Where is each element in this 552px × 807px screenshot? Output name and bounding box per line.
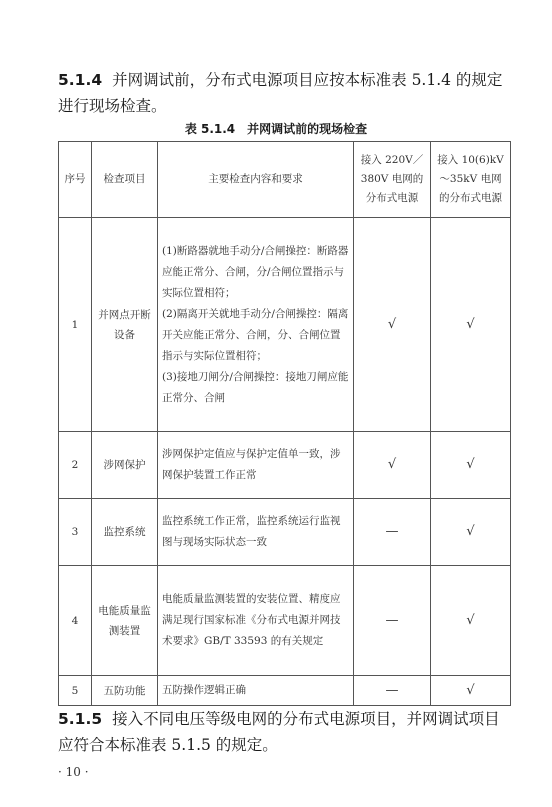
row-220v-380v-mark: √ (354, 218, 431, 432)
row-item: 电能质量监测装置 (92, 566, 158, 676)
clause-number: 5.1.4 (58, 71, 103, 89)
row-number: 3 (59, 499, 92, 566)
requirement-line: 电能质量监测装置的安装位置、精度应满足现行国家标准《分布式电源并网技术要求》GB/T 33593 的有关规定 (162, 593, 341, 647)
clause-5-1-5 (58, 706, 510, 758)
table-row (59, 499, 511, 566)
row-10kv-35kv-mark: √ (431, 499, 511, 566)
row-number: 4 (59, 566, 92, 676)
clause-text: 接入不同电压等级电网的分布式电源项目，并网调试项目应符合本标准表 5.1.5 的规定。 (58, 710, 500, 754)
table-caption-label: 表 5.1.4 (184, 122, 236, 136)
requirement-line: 涉网保护定值应与保护定值单一致，涉网保护装置工作正常 (162, 448, 341, 481)
inspection-table (58, 141, 511, 706)
table-caption-title: 并网调试前的现场检查 (247, 122, 368, 136)
row-10kv-35kv-mark: √ (431, 432, 511, 499)
row-requirements (158, 432, 354, 499)
requirement-line: (2)隔离开关就地手动分/合闸操控：隔离开关应能正常分、合闸，分、合闸位置指示与实际位置相符； (162, 307, 349, 362)
page-number: · 10 · (58, 765, 89, 779)
requirement-line: (3)接地刀闸分/合闸操控：接地刀闸应能正常分、合闸 (162, 370, 349, 404)
row-number: 1 (59, 218, 92, 432)
row-number: 2 (59, 432, 92, 499)
row-220v-380v-mark: — (354, 676, 431, 706)
row-220v-380v-mark: — (354, 499, 431, 566)
row-220v-380v-mark: — (354, 566, 431, 676)
header-no: 序号 (59, 142, 92, 218)
header-requirements: 主要检查内容和要求 (158, 142, 354, 218)
clause-number: 5.1.5 (58, 710, 103, 728)
header-10kv-35kv: 接入 10(6)kV～35kV 电网的分布式电源 (431, 142, 511, 218)
row-item: 并网点开断设备 (92, 218, 158, 432)
header-220v-380v: 接入 220V／380V 电网的分布式电源 (354, 142, 431, 218)
table-caption (0, 120, 552, 137)
table-header-row (59, 142, 511, 218)
row-requirements (158, 676, 354, 706)
row-requirements (158, 218, 354, 432)
row-requirements (158, 499, 354, 566)
clause-text: 并网调试前，分布式电源项目应按本标准表 5.1.4 的规定进行现场检查。 (58, 71, 503, 115)
row-10kv-35kv-mark: √ (431, 676, 511, 706)
row-220v-380v-mark: √ (354, 432, 431, 499)
clause-5-1-4 (58, 67, 510, 119)
row-10kv-35kv-mark: √ (431, 566, 511, 676)
requirement-line: 监控系统工作正常，监控系统运行监视图与现场实际状态一致 (162, 515, 341, 548)
row-number: 5 (59, 676, 92, 706)
table-row (59, 676, 511, 706)
row-requirements (158, 566, 354, 676)
requirement-line: (1)断路器就地手动分/合闸操控：断路器应能正常分、合闸，分/合闸位置指示与实际位置相符； (162, 244, 349, 299)
table-row (59, 432, 511, 499)
requirement-line: 五防操作逻辑正确 (162, 684, 246, 696)
table-row (59, 218, 511, 432)
row-item: 五防功能 (92, 676, 158, 706)
table-row (59, 566, 511, 676)
row-item: 监控系统 (92, 499, 158, 566)
row-item: 涉网保护 (92, 432, 158, 499)
header-item: 检查项目 (92, 142, 158, 218)
row-10kv-35kv-mark: √ (431, 218, 511, 432)
